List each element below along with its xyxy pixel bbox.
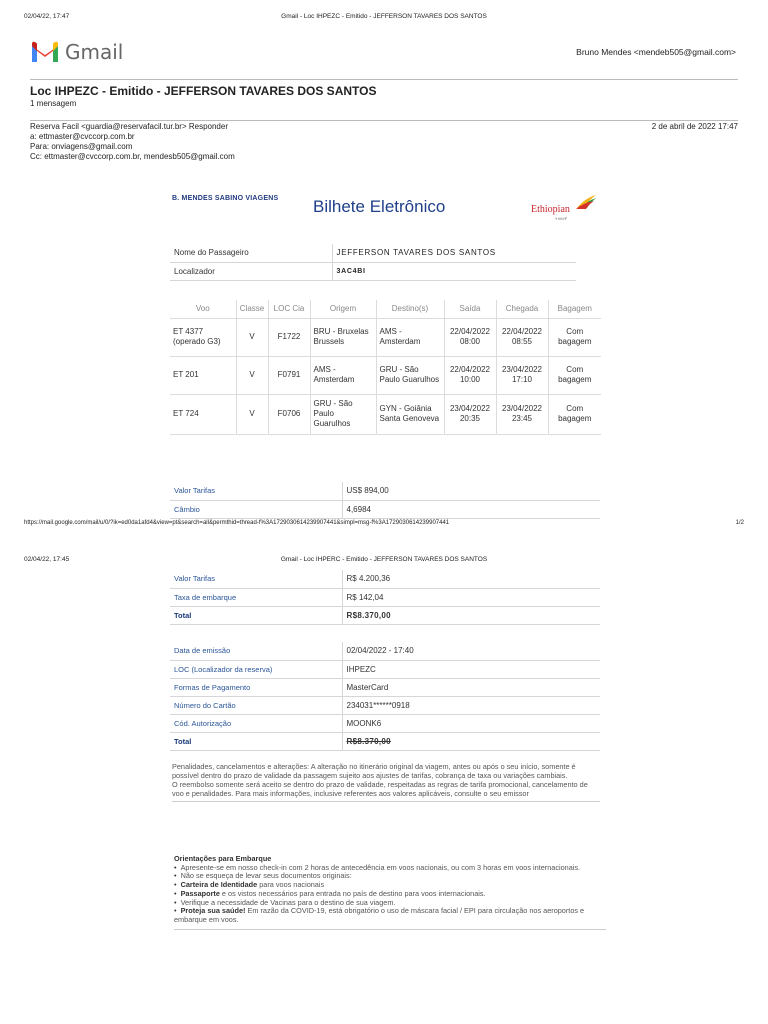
flight-row [170,318,601,356]
issue-date-value: 02/04/2022 - 17:40 [342,642,600,660]
passenger-name: JEFFERSON TAVARES DOS SANTOS [332,244,576,262]
ticket-title: Bilhete Eletrônico [313,197,446,216]
total-label: Total [170,606,342,624]
flight-arrival: 22/04/2022 08:55 [496,318,548,356]
flight-number: ET 201 [170,356,236,394]
ethiopian-wing-icon [575,194,597,210]
payment-row [170,678,600,696]
guideline-item: • Proteja sua saúde! Em razão da COVID-19, está obrigatório o uso de máscara facial / EPI para circulação nos aeroportos e embarque em voos. [174,907,606,924]
locator-label: Localizador [170,262,332,280]
authorization-label: Cód. Autorização [170,714,342,732]
total-row [170,606,600,624]
flight-destination: GYN - Goiânia Santa Genoveva [376,394,444,434]
fare-usd-table [170,482,600,519]
flight-baggage: Com bagagem [548,318,601,356]
fare-value: US$ 894,00 [342,482,600,500]
gmail-header [30,38,738,80]
issue-date-row [170,642,600,660]
flight-class: V [236,318,268,356]
reservation-loc-label: LOC (Localizador da reserva) [170,660,342,678]
issue-date-label: Data de emissão [170,642,342,660]
flight-destination: GRU - São Paulo Guarulhos [376,356,444,394]
boarding-tax-value: R$ 142,04 [342,588,600,606]
reservation-loc-row [170,660,600,678]
payment-label: Formas de Pagamento [170,678,342,696]
fare-label: Valor Tarifas [170,570,342,588]
print-date: 02/04/22, 17:45 [24,556,70,563]
ethiopian-subtext: ትክክለኛ [555,216,567,221]
col-voo: Voo [170,300,236,318]
fare-brl-row [170,570,600,588]
issue-total-row [170,732,600,750]
col-destino: Destino(s) [376,300,444,318]
exchange-value: 4,6984 [342,500,600,518]
flight-baggage: Com bagagem [548,394,601,434]
guideline-item: • Carteira de Identidade para voos nacionais [174,881,606,890]
flight-origin: GRU - São Paulo Guarulhos [310,394,376,434]
guidelines-title: Orientações para Embarque [174,854,272,863]
guideline-item: • Não se esqueça de levar seus documentos originais: [174,872,606,881]
locator-value: 3AC4BI [332,262,576,280]
exchange-label: Câmbio [170,500,342,518]
footer-page-number: 1/2 [735,520,744,526]
flight-baggage: Com bagagem [548,356,601,394]
boarding-tax-label: Taxa de embarque [170,588,342,606]
passenger-label: Nome do Passageiro [170,244,332,262]
fare-brl-table [170,570,600,625]
ethiopian-wordmark: Ethiopian [531,204,570,215]
footer-url: https://mail.google.com/mail/u/0/?ik=ed0da1afd4&view=pt&search=all&permthid=thread-f%3A1729030614239907441&simpl=msg-f%3A1729030614239907441 [24,520,450,526]
total-value: R$8.370,00 [342,606,600,624]
agency-name: B. MENDES SABINO VIAGENS [172,195,279,202]
penalties-notes [172,762,600,802]
payment-value: MasterCard [342,678,600,696]
col-classe: Classe [236,300,268,318]
authorization-value: MOONK6 [342,714,600,732]
penalties-paragraph: Penalidades, cancelamentos e alterações: A alteração no itinerário original da viagem, antes ou após o seu início, somente é possível dentro do prazo de validade da passagem sujeito aos ajustes de tarifas, cobrança de taxa ou variações cambiais. [172,762,576,780]
print-date: 02/04/22, 17:47 [24,13,70,20]
flight-class: V [236,356,268,394]
flight-number: ET 4377 (operado G3) [170,318,236,356]
total-label: Total [170,732,342,750]
authorization-row [170,714,600,732]
boarding-tax-row [170,588,600,606]
recipient-cc: Cc: ettmaster@cvccorp.com.br, mendesb505@gmail.com [30,152,235,161]
passenger-row [170,244,576,262]
gmail-m-icon [30,40,60,64]
flights-header-row [170,300,601,318]
guideline-item: • Verifique a necessidade de Vacinas para o destino de sua viagem. [174,899,606,908]
message-count: 1 mensagem [30,99,77,108]
flight-row [170,356,601,394]
passenger-table [170,244,576,281]
gmail-logo[interactable] [30,40,123,64]
flight-destination: AMS - Amsterdam [376,318,444,356]
card-row [170,696,600,714]
reservation-loc-value: IHPEZC [342,660,600,678]
refund-paragraph: O reembolso somente será aceito se dentro do prazo de validade, respeitadas as regras de tarifa promocional, cancelamento de voo e penalidades. Para mais informações, inclusive referentes aos valores aplicáveis, consulte o seu emissor [172,780,588,798]
flight-loc: F0706 [268,394,310,434]
total-value: R$8.370,00 [342,732,600,750]
col-chegada: Chegada [496,300,548,318]
account-email: Bruno Mendes <mendeb505@gmail.com> [576,47,736,57]
col-loc-cia: LOC Cia [268,300,310,318]
gmail-wordmark: Gmail [65,40,124,64]
issue-table [170,642,600,751]
col-saida: Saída [444,300,496,318]
flight-origin: BRU - Bruxelas Brussels [310,318,376,356]
flight-loc: F0791 [268,356,310,394]
flight-departure: 22/04/2022 08:00 [444,318,496,356]
message-header [30,120,738,162]
fare-usd-row [170,482,600,500]
flight-arrival: 23/04/2022 23:45 [496,394,548,434]
recipient-para: Para: onviagens@gmail.com [30,142,133,151]
boarding-guidelines [174,855,606,930]
print-title: Gmail - Loc IHPEZC - Emitido - JEFFERSON TAVARES DOS SANTOS [281,13,487,20]
flight-departure: 22/04/2022 10:00 [444,356,496,394]
flight-row [170,394,601,434]
card-value: 234031******0918 [342,696,600,714]
flight-arrival: 23/04/2022 17:10 [496,356,548,394]
guideline-item: • Passaporte e os vistos necessários para entrada no país de destino para voos internacionais. [174,890,606,899]
email-subject: Loc IHPEZC - Emitido - JEFFERSON TAVARES DOS SANTOS [30,84,377,98]
flight-number: ET 724 [170,394,236,434]
print-title: Gmail - Loc IHPERC - Emitido - JEFFERSON TAVARES DOS SANTOS [280,556,488,563]
card-label: Número do Cartão [170,696,342,714]
flights-table [170,300,601,435]
flight-origin: AMS - Amsterdam [310,356,376,394]
flight-departure: 23/04/2022 20:35 [444,394,496,434]
ethiopian-logo [531,194,597,224]
guideline-item: • Apresente-se em nosso check-in com 2 horas de antecedência em voos nacionais, ou com 3 horas em voos internacionais. [174,864,606,873]
fare-label: Valor Tarifas [170,482,342,500]
flight-class: V [236,394,268,434]
message-date: 2 de abril de 2022 17:47 [651,122,738,131]
sender[interactable]: Reserva Facil <guardia@reservafacil.tur.br> Responder [30,122,228,131]
col-origem: Origem [310,300,376,318]
fare-value: R$ 4.200,36 [342,570,600,588]
col-bagagem: Bagagem [548,300,601,318]
flight-loc: F1722 [268,318,310,356]
exchange-row [170,500,600,518]
recipient-a: a: ettmaster@cvccorp.com.br [30,132,135,141]
locator-row [170,262,576,280]
